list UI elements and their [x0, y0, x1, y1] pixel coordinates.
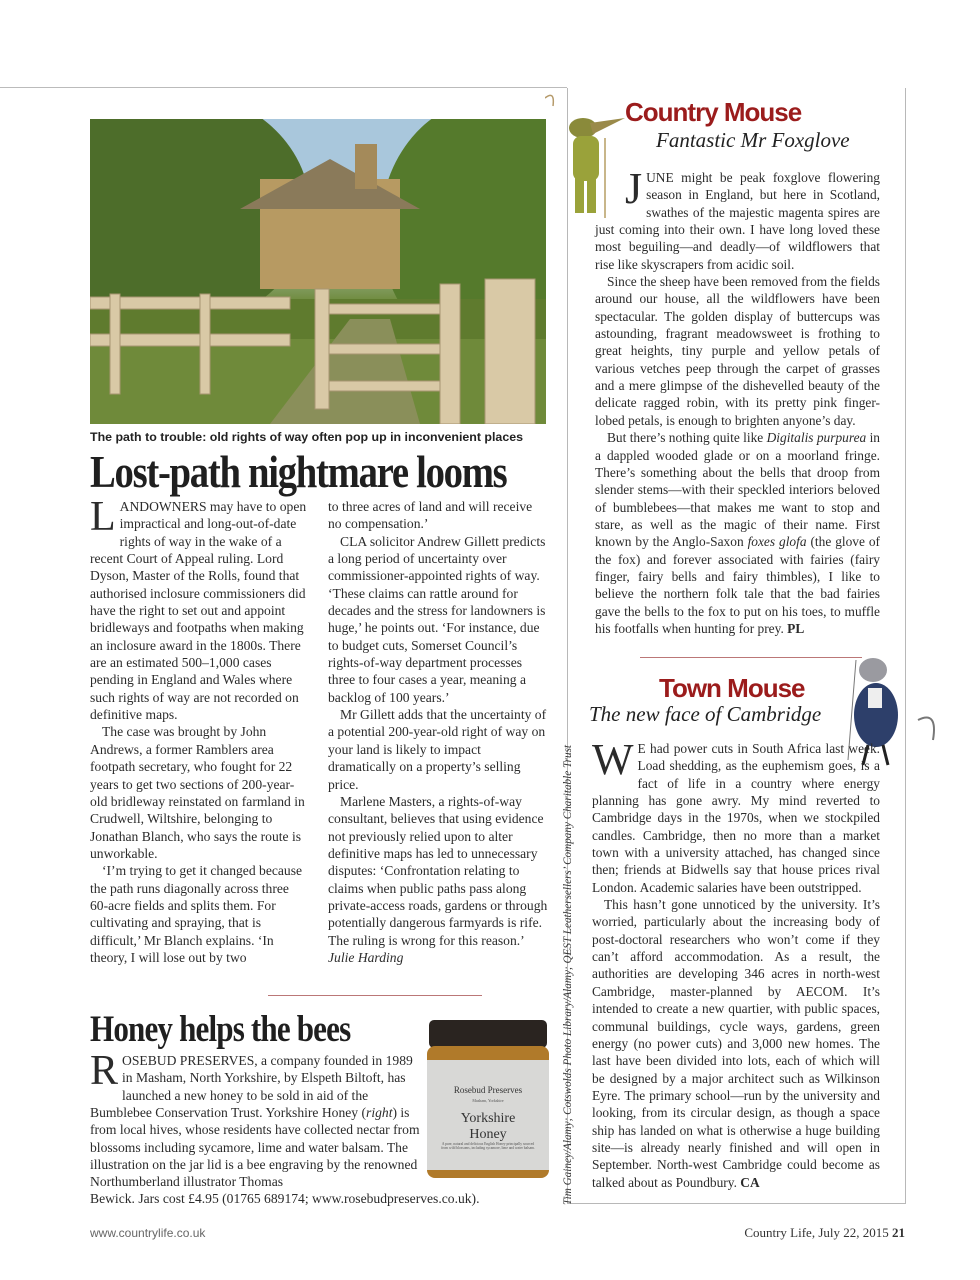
drop-cap: R — [90, 1048, 119, 1094]
drop-cap: W — [592, 735, 634, 784]
article-column-2 — [328, 498, 548, 966]
town-mouse-subtitle: The new face of Cambridge — [589, 702, 822, 726]
drop-cap: J — [625, 164, 643, 213]
divider — [640, 657, 862, 658]
footer-issue: Country Life, July 22, 2015 21 — [744, 1225, 905, 1240]
jar-brand: Rosebud Preserves — [453, 1085, 523, 1095]
town-mouse-title: Town Mouse — [659, 673, 805, 703]
drop-cap: L — [90, 494, 116, 540]
paragraph: CLA solicitor Andrew Gillett predicts a long period of uncertainty over commissioner-appointed rights of way. ‘These claims can rattle around for decades and the stress for landowners is huge,’ he points out. ‘For instance, due to budget cuts, Somerset Council’s rights-of-way department processes three to four cases a year, meaning a backlog of 100 years.’ — [328, 533, 546, 705]
article-column-1 — [90, 494, 308, 966]
honey-body-last-line: Bewick. Jars cost £4.95 (01765 689174; www.rosebudpreserves.co.uk). — [90, 1191, 480, 1206]
photo-caption: The path to trouble: old rights of way often pop up in inconvenient places — [90, 430, 523, 444]
page-number: 21 — [892, 1225, 905, 1240]
footer-url[interactable]: www.countrylife.co.uk — [90, 1226, 206, 1240]
country-mouse-body: JUNE might be peak foxglove flowering season in England, but here in Scotland, swathes of the majestic magenta spires are just coming into their own. I have long loved these most beguiling—and deadly—of wildflowers that rise like skyscrapers from acidic soil. Since the sheep have been removed from the fields around our house, all the wildflowers have been spectacular. The golden display of buttercups was astounding, fragrant meadowsweet is frothing to great heights, tiny purple and yellow petals of various vetches peep through the carpet of grasses and a mere glimpse of the dishevelled beauty of the delicate ragged robin, with its pretty pink finger-lobed petals, is enough to brighten anyone’s day. But there’s nothing quite like Digitalis purpurea in a dappled wooded glade or on a moorland fringe. There’s something about the bells that droop from slender stems—with their speckled interiors beloved of bumblebees—that makes me want to stop and stare, as well as the magic of their name. First known by the Anglo-Saxon foxes glofa (the glove of the fox) and forever associated with fairies (fairy finger, fairy bells and fairy thimbles), I like to believe the northern folk tale that the bad fairies gave the bells to the fox to put on his toes, to muffle his footfalls when hunting for prey. PL — [595, 164, 881, 636]
paragraph: LANDOWNERS may have to open impractical and long-out-of-date rights of way in the wake of a recent Court of Appeal ruling. Lord Dyson, Master of the Rolls, found that authorised inclosure commissioners did have the right to set out and appoint bridleways and footpaths when making an inclosure award in the 1800s. There are an estimated 500–1,000 cases pending in England and Wales where such rights of way are not recorded on definitive maps. — [90, 494, 307, 723]
town-mouse-body: W E had power cuts in South Africa last week. Load shedding, as the euphemism goes, is a fact of life in a country where energy planning has gone awry. My mind reverted to Cambridge days in the 1970s, when we stockpiled candles. Cambridge, then no more than a market town with a university attached, has changed since then; friends at Bidwells say that house prices rival London. Academic salaries have been outstripped. This hasn’t gone unnoticed by the university. It’s worried, particularly about the increasing body of post-doctoral researchers who won’t come if they can’t afford accommodation. As a result, the authorities are developing 346 acres in north-west Cambridge, master-planned by AECOM. It’s intended to create a new quartier, with public spaces, communal buildings, cycle ways, gardens, green energy (no power cuts) and 3,000 new homes. The last have been divided into lots, each of which will be designed by a major architect such as Wilkinson Eyre. The primary school—run by the university and looking, from its circular design, as though a space ship has landed on what is otherwise a huge building site—is already nearly finished and will open in September. North-west Cambridge could become as talked about as Poundbury. CA — [592, 735, 880, 1190]
paragraph: Marlene Masters, a rights-of-way consultant, believes that using evidence not previously relied upon to alter definitive maps has led to unnecessary disputes: ‘Confrontation relating to claims when public paths pass along private-access roads, gardens or through potentially dangerous farmyards is rife. The ruling is wrong for this reason.’ Julie Harding — [328, 793, 548, 965]
paragraph: Mr Gillett adds that the uncertainty of a potential 200-year-old right of way on your land is likely to impact dramatically on a property’s selling price. — [328, 707, 547, 792]
honey-body: ROSEBUD PRESERVES, a company founded in 1989 in Masham, North Yorkshire, by Elspeth Biltoft, has launched a new honey to be sold in aid of the Bumblebee Conservation Trust. Yorkshire Honey (right) is from local hives, whose residents have collected nectar from blossoms including sycamore, lime and water balsam. The illustration on the jar lid is a bee engraving by the renowned Northumberland illustrator Thomas — [90, 1048, 420, 1190]
honey-jar-image — [425, 1020, 551, 1180]
country-mouse-title: Country Mouse — [625, 97, 802, 127]
cottage-footpath-photo — [90, 119, 546, 424]
author-initials: PL — [787, 620, 805, 636]
paragraph: The case was brought by John Andrews, a former Ramblers area footpath secretary, who fought for 22 years to get two sections of 200-year-old bridleway reinstated on farmland in Crudwell, Wiltshire, belonging to Jonathan Blanch, who says the route is unworkable. — [90, 724, 305, 861]
byline: Julie Harding — [328, 949, 404, 965]
photo-credits: Tim Gainey/Alamy; Cotswolds Photo Library/Alamy; QEST Leathersellers’ Company Charitable Trust — [562, 744, 574, 1205]
jar-description: A pure, natural and delicious English Honey principally sourced from wild blossoms, including sycamore, lime and water balsam. — [441, 1142, 535, 1151]
paragraph: ‘I’m trying to get it changed because the path runs diagonally across three 60-acre fields and splits them. For cultivating and spraying, that is difficult,’ Mr Blanch explains. ‘In theory, I will lose out by two — [90, 863, 303, 965]
honey-headline: Honey helps the bees — [90, 1009, 351, 1050]
top-rule — [0, 87, 567, 88]
article-headline: Lost-path nightmare looms — [90, 447, 507, 497]
paragraph: to three acres of land and will receive no compensation.’ — [328, 499, 533, 532]
divider — [268, 995, 482, 996]
jar-name-2: Honey — [469, 1127, 507, 1142]
jar-name-1: Yorkshire — [460, 1111, 516, 1126]
author-initials: CA — [740, 1174, 760, 1190]
jar-place: Masham, Yorkshire — [472, 1098, 504, 1103]
country-mouse-subtitle: Fantastic Mr Foxglove — [656, 128, 850, 152]
